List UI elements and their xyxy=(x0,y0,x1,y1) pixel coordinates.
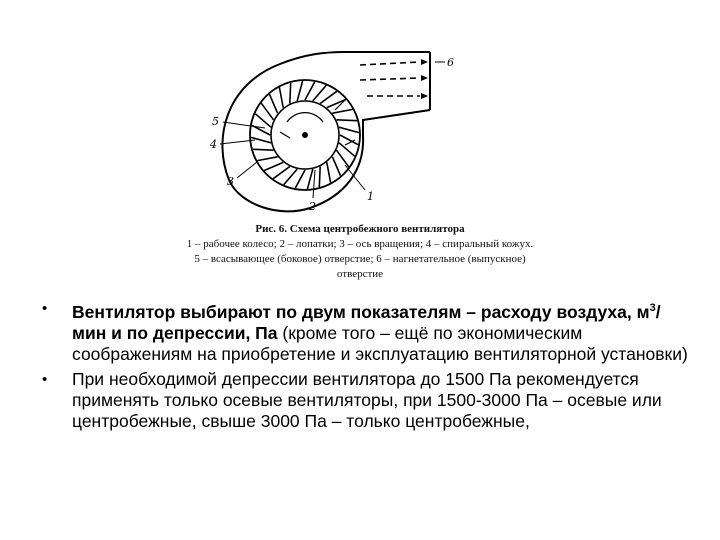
blade xyxy=(307,169,312,189)
blade xyxy=(257,157,277,161)
blade xyxy=(337,120,358,121)
blade xyxy=(339,127,359,132)
label-3: 3 xyxy=(227,175,234,188)
label-2: 2 xyxy=(309,200,316,213)
blade xyxy=(305,82,315,100)
bullet-marker: • xyxy=(42,370,48,388)
rotation-axis xyxy=(302,132,308,138)
blade xyxy=(319,167,320,188)
bullet-item xyxy=(40,298,690,365)
blade xyxy=(253,149,274,150)
blade xyxy=(295,170,305,188)
figure-caption xyxy=(110,222,610,282)
bullet-bold-text: Вентилятор выбирают по двум показателям – расходу воздуха, м xyxy=(72,301,650,322)
blade xyxy=(327,100,346,108)
blade xyxy=(255,114,271,127)
bullet-bold-text-2: /мин и по депрессии, Па xyxy=(72,301,661,343)
blade xyxy=(297,81,302,101)
blade xyxy=(339,143,355,156)
label-1: 1 xyxy=(367,190,374,203)
blade xyxy=(332,157,340,176)
caption-title: Рис. 6. Схема центробежного вентилятора xyxy=(255,223,465,235)
blade xyxy=(284,169,297,185)
label-4: 4 xyxy=(210,138,217,151)
label-6: 6 xyxy=(447,56,454,69)
caption-line-3: отверстие xyxy=(336,268,384,280)
airflow-arrows xyxy=(360,59,428,99)
label-5: 5 xyxy=(212,115,219,128)
bullet-item xyxy=(40,369,690,432)
blade xyxy=(337,150,349,167)
blade xyxy=(313,85,326,101)
blade xyxy=(279,87,283,107)
bullet-normal-text: (кроме того – ещё по экономическим соображениям на приобретение и эксплуатацию вентиляторной установки) xyxy=(72,322,688,364)
blade xyxy=(290,83,291,104)
blade xyxy=(320,91,337,103)
blade xyxy=(264,162,283,170)
bullet-list xyxy=(40,298,690,436)
rotation-arrow xyxy=(287,113,323,122)
blade xyxy=(273,167,290,179)
centrifugal-fan-diagram xyxy=(195,40,555,220)
blade xyxy=(270,94,278,113)
caption-line-1: 1 – рабочее колесо; 2 – лопатки; 3 – ось вращения; 4 – спиральный кожух. xyxy=(186,238,534,250)
bullet-normal-text: При необходимой депрессии вентилятора до 1500 Па рекомендуется применять только осевые вентиляторы, при 1500-3000 Па – осевые или центробежные, свыше 3000 Па – только центробежные, xyxy=(72,368,662,431)
bullet-marker: • xyxy=(42,300,48,317)
bullet-bold-sup: 3 xyxy=(649,302,656,314)
caption-line-2: 5 – всасывающее (боковое) отверстие; 6 – нагнетательное (выпускное) xyxy=(194,253,526,265)
blade xyxy=(327,162,331,182)
blade xyxy=(261,103,273,120)
